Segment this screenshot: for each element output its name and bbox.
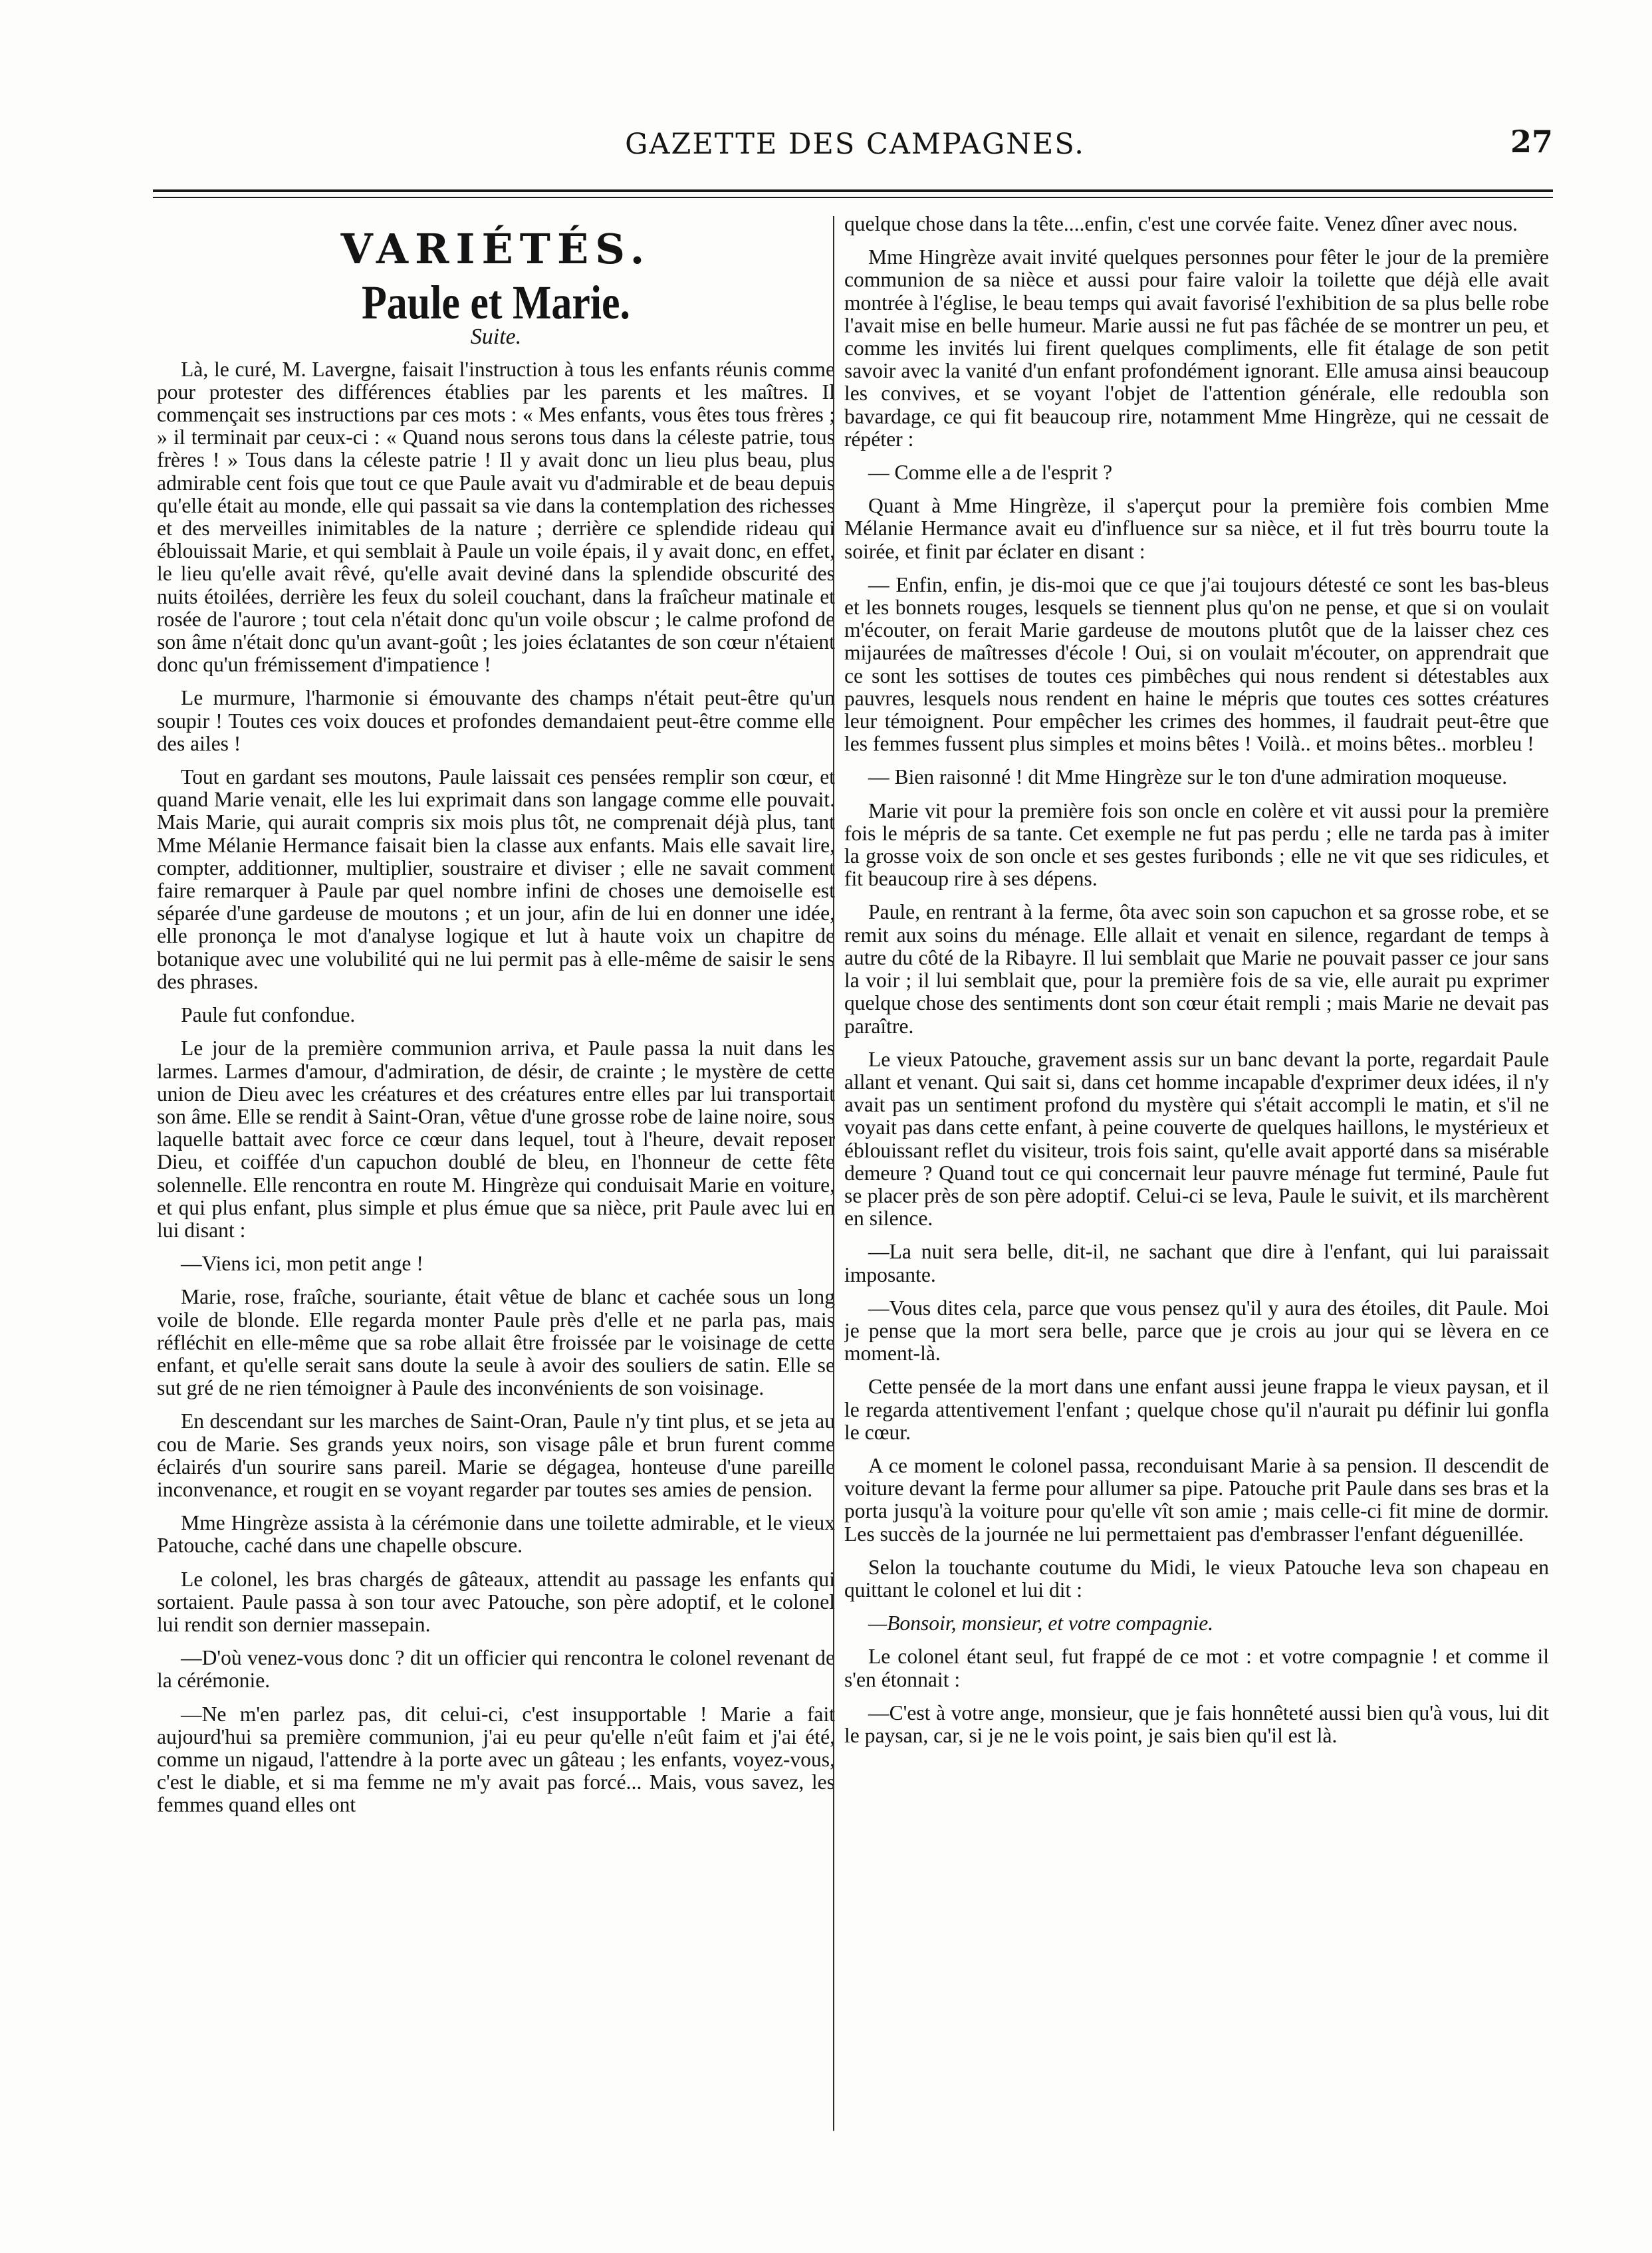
paragraph: —Vous dites cela, parce que vous pensez qu'il y aura des étoiles, dit Paule. Moi je pense que la mort sera belle, parce que je crois au jour qui se lèvera en ce moment-là. bbox=[844, 1296, 1549, 1365]
paragraph: Le jour de la première communion arriva, et Paule passa la nuit dans les larmes. Larmes d'amour, d'admiration, de désir, de crainte ; le mystère de cette union de Dieu avec les créatures et des créatures entre elles par lui transportait son âme. Elle se rendit à Saint-Oran, vêtue d'une grosse robe de laine noire, sous laquelle battait avec force ce cœur dans lequel, tout à l'heure, devait reposer Dieu, et coiffée d'un capuchon doublé de bleu, en l'honneur de cette fête solennelle. Elle rencontra en route M. Hingrèze qui conduisait Marie en voiture, et qui plus enfant, plus simple et plus émue que sa nièce, prit Paule avec lui en lui disant : bbox=[157, 1036, 835, 1242]
paragraph: Paule fut confondue. bbox=[181, 1003, 356, 1027]
page-header bbox=[157, 124, 1553, 168]
left-column-text bbox=[157, 358, 835, 1817]
paragraph: Mme Hingrèze avait invité quelques personnes pour fêter le jour de la première communion de sa nièce et aussi pour faire valoir la toilette que déjà elle avait montrée à l'église, le beau temps qui avait favorisé l'exhibition de sa plus belle robe l'avait mise en belle humeur. Marie aussi ne fut pas fâchée de se montrer un peu, et comme les invités lui firent quelques compliments, elle fit étalage de son petit savoir avec la vanité d'un enfant profondément ignorant. Elle amusa ainsi beaucoup les convives, et se voyant l'objet de l'attention générale, elle redoubla son bavardage, ce qui fit beaucoup rire, notamment Mme Hingrèze, qui ne cessait de répéter : bbox=[844, 245, 1549, 451]
paragraph: Le vieux Patouche, gravement assis sur un banc devant la porte, regardait Paule allant et venant. Qui sait si, dans cet homme incapable d'exprimer deux idées, il n'y avait pas un sentiment profond du mystère qui s'était accompli le matin, et s'il ne voyait pas dans cette enfant, à peine couverte de quelques haillons, le mystérieux et éblouissant reflet du visiteur, trois fois saint, qu'elle avait apporté dans sa misérable demeure ? Quand tout ce qui concernait leur pauvre ménage fut terminé, Paule fut se placer près de son père adoptif. Celui-ci se leva, Paule le suivit, et ils marchèrent en silence. bbox=[844, 1047, 1549, 1231]
paragraph: — Comme elle a de l'esprit ? bbox=[868, 461, 1113, 485]
paragraph: Tout en gardant ses moutons, Paule laissait ces pensées remplir son cœur, et quand Marie venait, elle les lui exprimait dans son langage comme elle pouvait. Mais Marie, qui aurait compris six mois plus tôt, ne comprenait déjà plus, tant Mme Mélanie Hermance faisait bien la classe aux enfants. Mais elle savait lire, compter, additionner, multiplier, soustraire et diviser ; elle ne savait comment faire remarquer à Paule par quel nombre infini de choses une demoiselle est séparée d'une gardeuse de moutons ; et un jour, afin de lui en donner une idée, elle prononça le mot d'analyse logique et lut à haute voix un chapitre de botanique avec une volubilité qui ne lui permit pas à elle-même de saisir le sens des phrases. bbox=[157, 765, 835, 993]
paragraph: Le colonel étant seul, fut frappé de ce mot : et votre compagnie ! et comme il s'en étonnait : bbox=[844, 1645, 1549, 1691]
header-rule-thick bbox=[153, 189, 1553, 192]
paragraph: —Viens ici, mon petit ange ! bbox=[181, 1252, 423, 1276]
paragraph: Cette pensée de la mort dans une enfant aussi jeune frappa le vieux paysan, et il le regarda attentivement l'enfant ; quelque chose qu'il n'aurait pu définir lui gonfla le cœur. bbox=[844, 1375, 1549, 1444]
paragraph: —C'est à votre ange, monsieur, que je fais honnêteté aussi bien qu'à vous, lui dit le paysan, car, si je ne le vois point, je sais bien qu'il est là. bbox=[844, 1701, 1549, 1747]
paragraph: Selon la touchante coutume du Midi, le vieux Patouche leva son chapeau en quittant le colonel et lui dit : bbox=[844, 1555, 1549, 1601]
story-subtitle: Suite. bbox=[470, 324, 522, 350]
paragraph: — Enfin, enfin, je dis-moi que ce que j'ai toujours détesté ce sont les bas-bleus et les bonnets rouges, lesquels se tiennent plus qu'on ne pense, et que si on voulait m'écouter, on ferait Marie gardeuse de moutons plutôt que de la laisser chez ces mijaurées de maîtresses d'école ! Oui, si on voulait m'écouter, on apprendrait que ce sont les sottises de toutes ces pimbêches qui nous rendent si détestables aux pauvres, lesquels nous rendent en haine le mépris que toutes ces sottes créatures leur témoignent. Pour empêcher les crimes des hommes, il faudrait peut-être que les femmes fussent plus simples et moins bêtes ! Voilà.. et moins bêtes.. morbleu ! bbox=[844, 572, 1549, 756]
paragraph: A ce moment le colonel passa, reconduisant Marie à sa pension. Il descendit de voiture devant la ferme pour allumer sa pipe. Patouche prit Paule dans ses bras et la porta jusqu'à la voiture pour qu'elle vît son amie ; mais celle-ci fit mine de dormir. Les succès de la journée ne lui permettaient pas d'embrasser l'enfant déguenillée. bbox=[844, 1453, 1549, 1546]
running-title: GAZETTE DES CAMPAGNES. bbox=[625, 128, 1085, 161]
paragraph: Mme Hingrèze assista à la cérémonie dans une toilette admirable, et le vieux Patouche, caché dans une chapelle obscure. bbox=[157, 1511, 835, 1558]
paragraph: — Bien raisonné ! dit Mme Hingrèze sur le ton d'une admiration moqueuse. bbox=[868, 765, 1508, 789]
story-title: Paule et Marie. bbox=[361, 276, 631, 330]
section-title: VARIÉTÉS. bbox=[340, 225, 651, 273]
left-column bbox=[157, 213, 835, 2194]
header-rule-thin bbox=[153, 197, 1553, 198]
paragraph: Marie, rose, fraîche, souriante, était vêtue de blanc et cachée sous un long voile de blonde. Elle regarda monter Paule près d'elle et ne parla pas, mais réfléchit en elle-même que sa robe allait être froissée par le voisinage de cette enfant, et qu'elle serait sans doute la seule à avoir des souliers de satin. Elle se sut gré de ne rien témoigner à Paule des inconvénients de son voisinage. bbox=[157, 1285, 835, 1400]
column-divider bbox=[833, 216, 834, 2131]
paragraph: quelque chose dans la tête....enfin, c'est une corvée faite. Venez dîner avec nous. bbox=[844, 213, 1518, 235]
paragraph: —Bonsoir, monsieur, et votre compagnie. bbox=[868, 1611, 1214, 1635]
right-column bbox=[844, 213, 1549, 2194]
paragraph: —D'où venez-vous donc ? dit un officier qui rencontra le colonel revenant de la cérémonie. bbox=[157, 1646, 835, 1693]
paragraph: Quant à Mme Hingrèze, il s'aperçut pour la première fois combien Mme Mélanie Hermance avait eu d'influence sur sa nièce, et il fut très bourru toute la soirée, et finit par éclater en disant : bbox=[844, 494, 1549, 563]
paragraph: —La nuit sera belle, dit-il, ne sachant que dire à l'enfant, qui lui paraissait imposante. bbox=[844, 1240, 1549, 1286]
paragraph: Là, le curé, M. Lavergne, faisait l'instruction à tous les enfants réunis comme pour protester des différences établies par les parents et les maîtres. Il commençait ses instructions par ces mots : « Mes enfants, vous êtes tous frères ; » il terminait par ceux-ci : « Quand nous serons tous dans la céleste patrie, tous frères ! » Tous dans la céleste patrie ! Il y avait donc un lieu plus beau, plus admirable cent fois que tout ce que Paule avait vu d'admirable et de beau depuis qu'elle était au monde, elle qui passait sa vie dans la contemplation des richesses et des merveilles inimitables de la nature ; derrière ce splendide rideau qui éblouissait Marie, et qui semblait à Paule un voile épais, il y avait donc, en effet, le lieu qu'elle avait rêvé, qu'elle avait deviné dans la splendide obscurité des nuits étoilées, derrière les feux du soleil couchant, dans la fraîcheur matinale et rosée de l'aurore ; tout cela n'était donc qu'un voile obscur ; le calme profond de son âme n'était donc qu'un avant-goût ; les joies éclatantes de son cœur n'étaient donc qu'un frémissement d'impatience ! bbox=[157, 357, 835, 677]
paragraph: Paule, en rentrant à la ferme, ôta avec soin son capuchon et sa grosse robe, et se remit aux soins du ménage. Elle allait et venait en silence, regardant de temps à autre du côté de la Ribayre. Il lui semblait que Marie ne pouvait passer ce jour sans la voir ; il lui semblait que, pour la première fois de sa vie, elle aurait pu exprimer quelque chose des sentiments dont son cœur était rempli ; mais Marie ne devait pas paraître. bbox=[844, 900, 1549, 1038]
paragraph: Le colonel, les bras chargés de gâteaux, attendit au passage les enfants qui sortaient. Paule passa à son tour avec Patouche, son père adoptif, et le colonel lui rendit son dernier massepain. bbox=[157, 1567, 835, 1636]
paragraph: Le murmure, l'harmonie si émouvante des champs n'était peut-être qu'un soupir ! Toutes ces voix douces et profondes demandaient peut-être comme elle des ailes ! bbox=[157, 686, 835, 755]
page-number: 27 bbox=[1510, 124, 1553, 160]
paragraph: En descendant sur les marches de Saint-Oran, Paule n'y tint plus, et se jeta au cou de Marie. Ses grands yeux noirs, son visage pâle et brun furent comme éclairés d'un sourire sans pareil. Marie se dégagea, honteuse d'une pareille inconvenance, et rougit en se voyant regarder par toutes ses amies de pension. bbox=[157, 1409, 835, 1501]
paragraph: Marie vit pour la première fois son oncle en colère et vit aussi pour la première fois le mépris de sa tante. Cet exemple ne fut pas perdu ; elle ne tarda pas à imiter la grosse voix de son oncle et ses gestes furibonds ; elle ne vit que ses ridicules, et fit beaucoup rire à ses dépens. bbox=[844, 798, 1549, 891]
paragraph: —Ne m'en parlez pas, dit celui-ci, c'est insupportable ! Marie a fait aujourd'hui sa première communion, j'ai eu peur qu'elle n'eût faim et j'ai été, comme un nigaud, l'attendre à la porte avec un gâteau ; les enfants, voyez-vous, c'est le diable, et si ma femme ne m'y avait pas forcé... Mais, vous savez, les femmes quand elles ont bbox=[157, 1702, 835, 1817]
